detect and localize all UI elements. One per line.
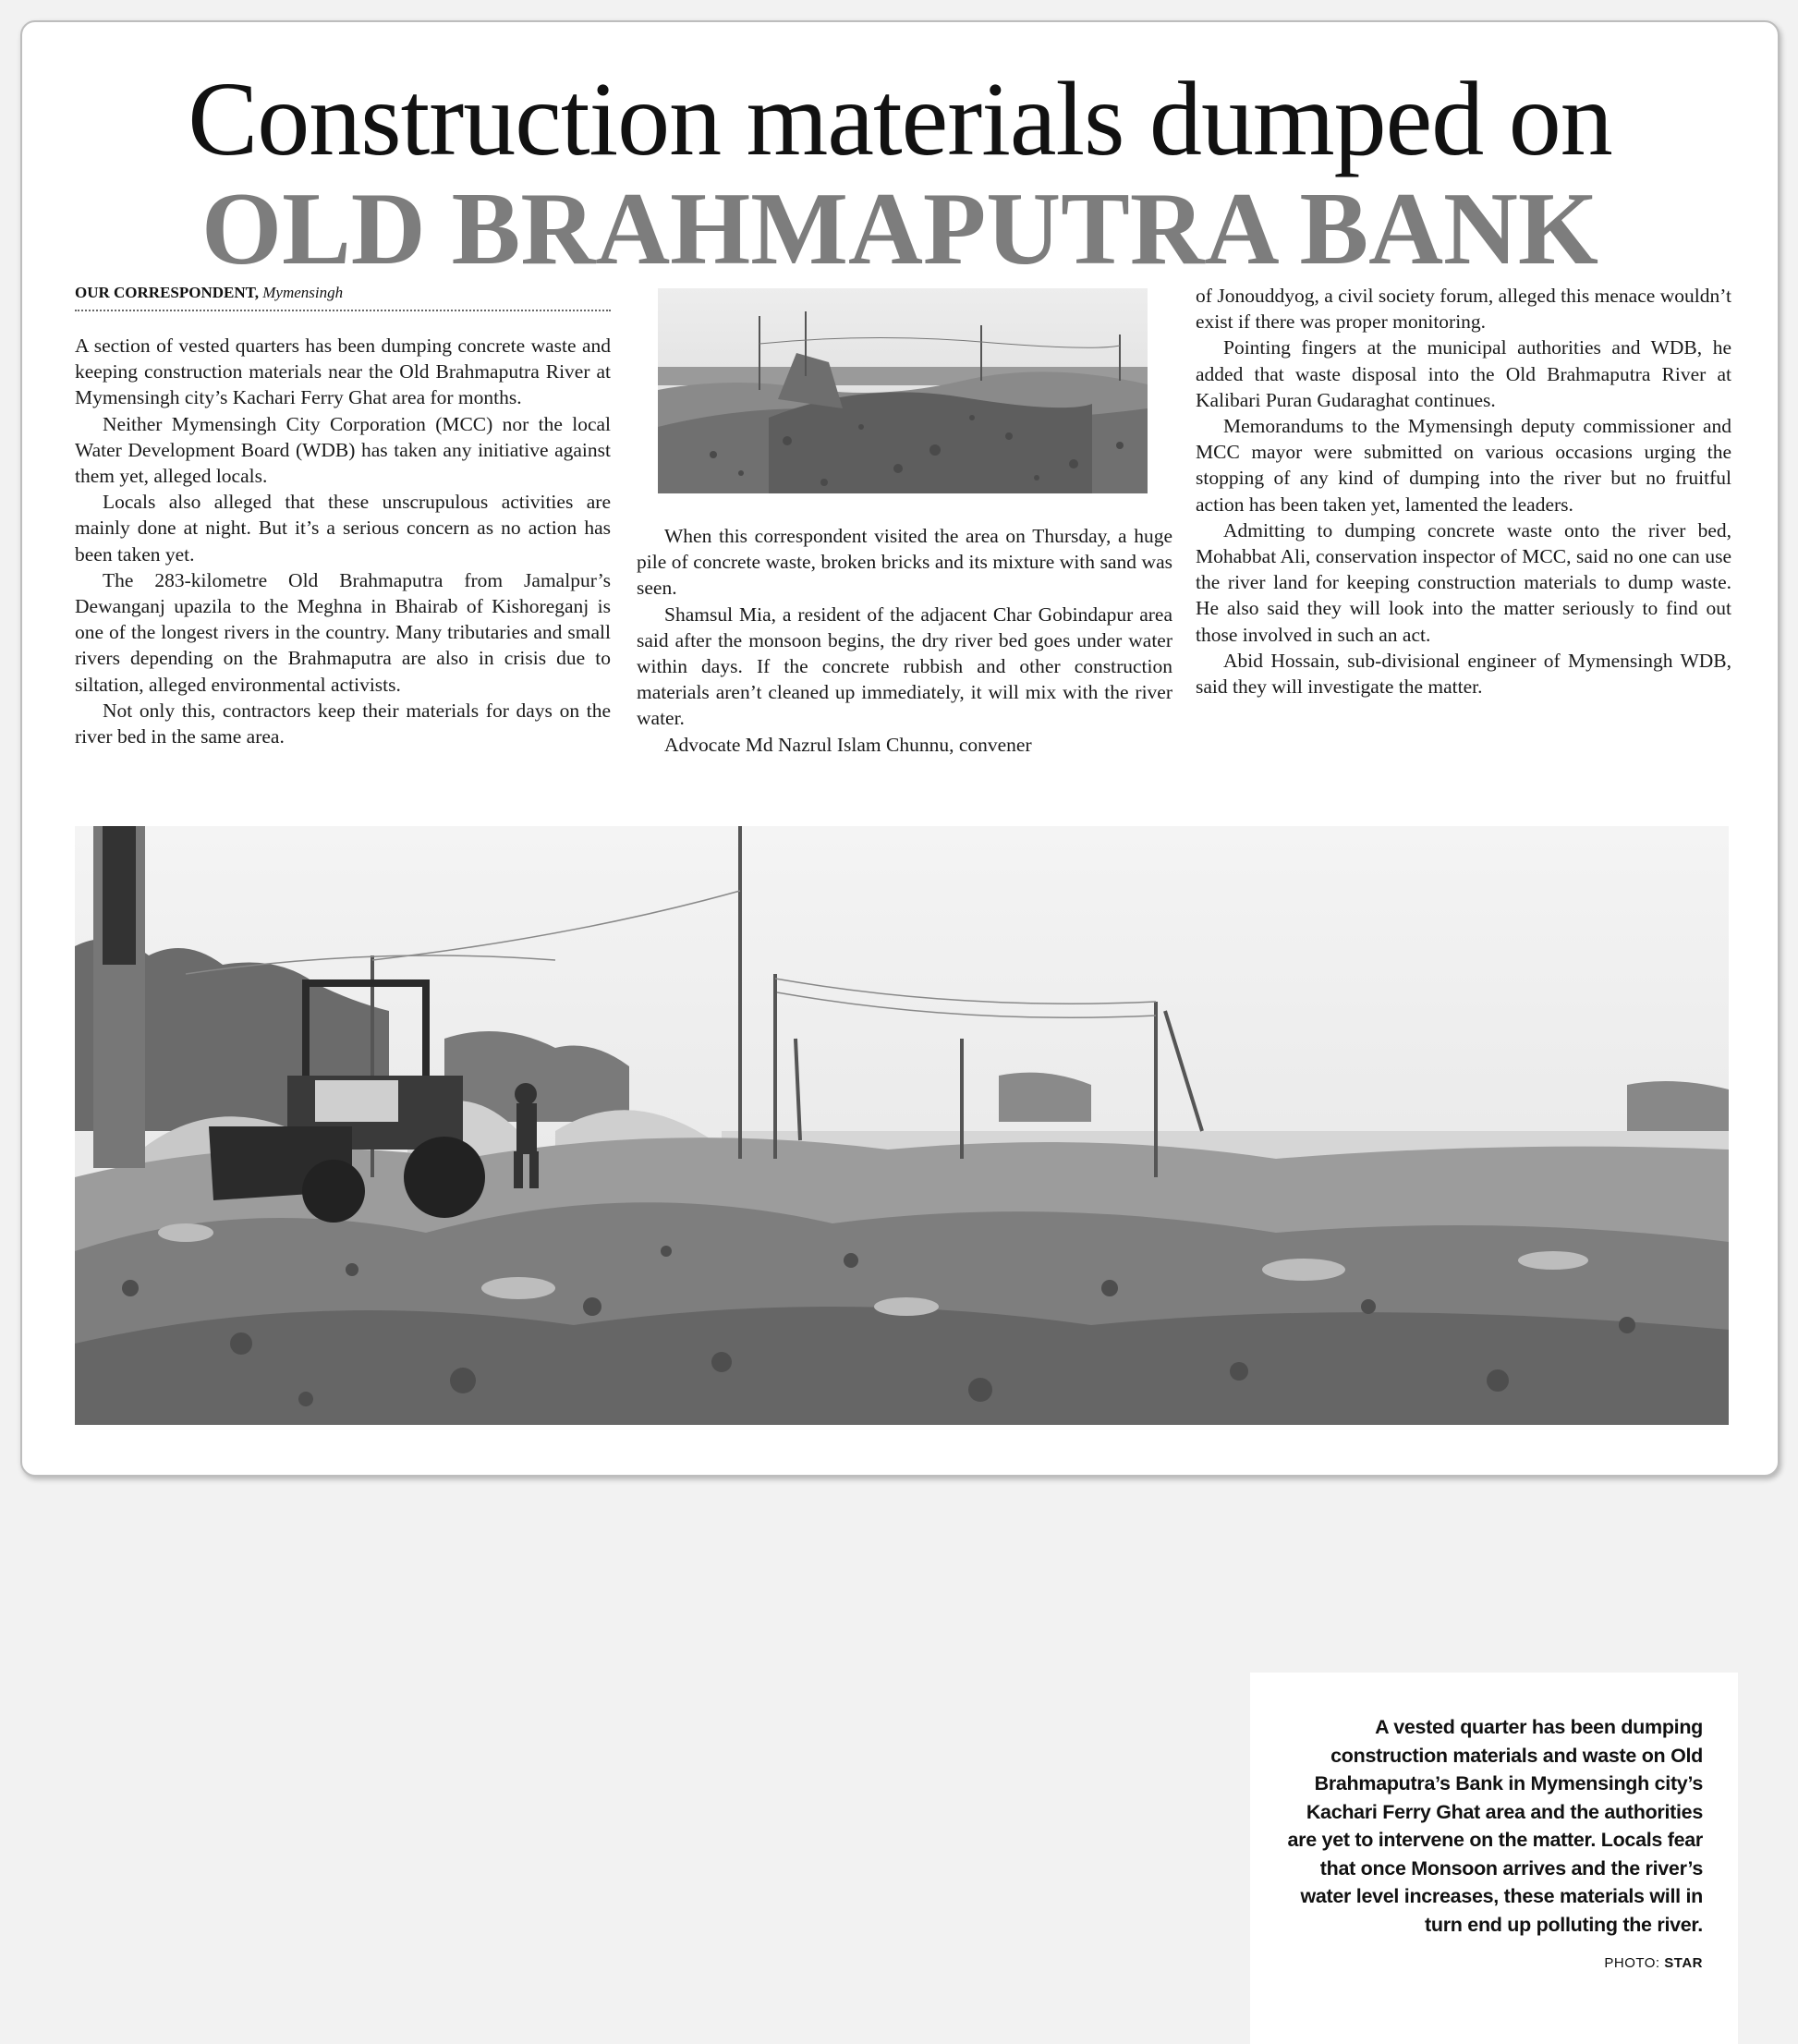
photo-caption-box — [1250, 1673, 1738, 2044]
byline-location: Mymensingh — [262, 284, 344, 301]
headline-line-1: Construction materials dumped on — [188, 60, 1612, 177]
paragraph: Pointing fingers at the municipal authorities and WDB, he added that waste disposal into the Old Brahmaputra River at Kalibari Puran Gudaraghat continues. — [1196, 336, 1731, 411]
paragraph: of Jonouddyog, a civil society forum, alleged this menace wouldn’t exist if there was proper monitoring. — [1196, 285, 1731, 334]
article-column-3 — [1196, 283, 1731, 700]
article-column-2 — [637, 523, 1172, 758]
paragraph: Locals also alleged that these unscrupulous activities are mainly done at night. But it’s a serious concern as no action has been taken yet. — [75, 491, 611, 566]
byline-author: OUR CORRESPONDENT, — [75, 284, 259, 301]
byline — [75, 284, 611, 311]
photo-credit-label: PHOTO: — [1604, 1955, 1660, 1971]
rubble-pile-photo — [658, 288, 1148, 493]
paragraph: Admitting to dumping concrete waste onto the river bed, Mohabbat Ali, conservation inspector of MCC, said no one can use the river land for keeping construction materials to dump waste. He also said they will look into the matter seriously to find out those involved in such an act. — [1196, 518, 1731, 646]
paragraph: Not only this, contractors keep their materials for days on the river bed in the same area. — [75, 699, 611, 748]
paragraph: Neither Mymensingh City Corporation (MCC) nor the local Water Development Board (WDB) has taken any initiative against them yet, alleged locals. — [75, 412, 611, 488]
photo-credit-source: STAR — [1664, 1955, 1703, 1971]
photo-caption: A vested quarter has been dumping construction materials and waste on Old Brahmaputra’s Bank in Mymensingh city’s Kachari Ferry Ghat area and the authorities are yet to intervene on the matter. Locals fear that once Monsoon arrives and the river’s water level increases, these materials will in turn end up polluting the river. — [1287, 1716, 1703, 1936]
paragraph: Advocate Md Nazrul Islam Chunnu, convener — [664, 733, 1032, 756]
paragraph: The 283-kilometre Old Brahmaputra from Jamalpur’s Dewanganj upazila to the Meghna in Bhairab of Kishoreganj is one of the longest rivers in the country. Many tributaries and small rivers depending on the Brahmaputra are also in crisis due to siltation, alleged environmental activists. — [75, 568, 611, 696]
newspaper-clipping — [20, 20, 1780, 1971]
paragraph: Shamsul Mia, a resident of the adjacent Char Gobindapur area said after the monsoon begins, the dry river bed goes under water within days. If the concrete rubbish and other construction materials aren’t cleaned up immediately, it will mix with the river water. — [637, 602, 1172, 730]
paragraph: Memorandums to the Mymensingh deputy commissioner and MCC mayor were submitted on various occasions urging the stopping of any kind of dumping into the river but no fruitful action has been taken yet, lamented the leaders. — [1196, 415, 1731, 516]
article-column-1 — [75, 333, 611, 749]
paragraph: When this correspondent visited the area on Thursday, a huge pile of concrete waste, broken bricks and its mixture with sand was seen. — [637, 525, 1172, 600]
paragraph: A section of vested quarters has been dumping concrete waste and keeping construction materials near the Old Brahmaputra River at Mymensingh city’s Kachari Ferry Ghat area for months. — [75, 335, 611, 409]
photo-credit — [1278, 1955, 1703, 1971]
paragraph: Abid Hossain, sub-divisional engineer of Mymensingh WDB, said they will investigate the matter. — [1196, 649, 1731, 699]
riverbank-bulldozer-photo — [75, 826, 1729, 1971]
headline-line-2: OLD BRAHMAPUTRA BANK — [200, 172, 1599, 286]
